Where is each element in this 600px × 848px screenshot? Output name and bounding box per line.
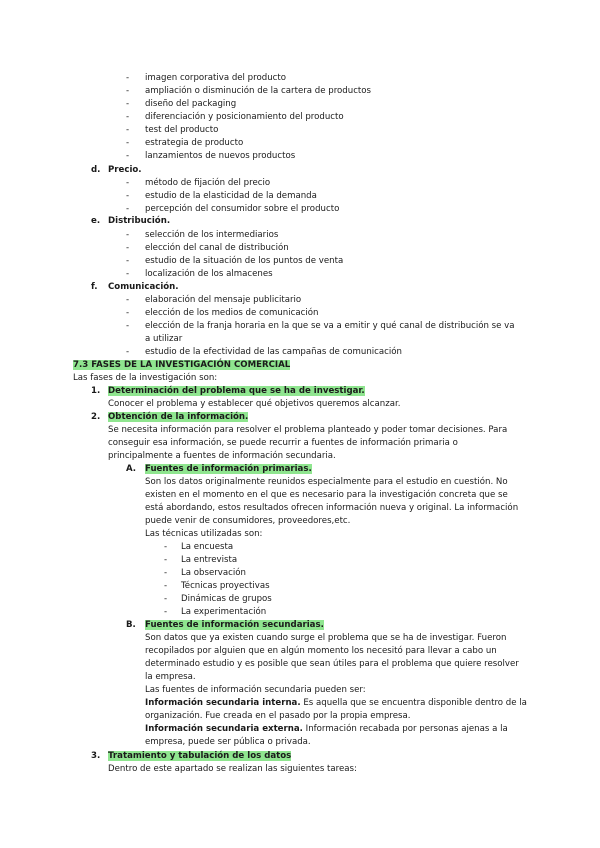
external-source-label: Información secundaria externa. bbox=[145, 724, 303, 734]
bullet-dash: - bbox=[126, 86, 130, 96]
paragraph-line: conseguir esa información, se puede recurrir a fuentes de información primaria o bbox=[108, 438, 458, 448]
section-marker: d. bbox=[91, 165, 101, 175]
list-item: diseño del packaging bbox=[145, 99, 237, 109]
paragraph-line: existen en el momento en el que es necesario para la investigación concreta que se bbox=[145, 490, 508, 500]
list-item: estrategia de producto bbox=[145, 138, 244, 148]
bullet-dash: - bbox=[126, 112, 130, 122]
paragraph-line: recopilados por alguien que en algún momento los necesitó para llevar a cabo un bbox=[145, 646, 497, 656]
bullet-dash: - bbox=[126, 125, 130, 135]
list-item: imagen corporativa del producto bbox=[145, 73, 286, 83]
bullet-dash: - bbox=[126, 191, 130, 201]
phase-title: Obtención de la información. bbox=[108, 412, 249, 422]
list-item: percepción del consumidor sobre el producto bbox=[145, 204, 340, 214]
paragraph-line: Son los datos originalmente reunidos especialmente para el estudio en cuestión. No bbox=[145, 477, 508, 487]
section-title: Distribución. bbox=[108, 216, 171, 226]
bullet-dash: - bbox=[164, 555, 168, 565]
paragraph-line: Son datos que ya existen cuando surge el problema que se ha de investigar. Fueron bbox=[145, 633, 507, 643]
intro-text: Las fases de la investigación son: bbox=[73, 373, 218, 383]
paragraph-line: Se necesita información para resolver el problema planteado y poder tomar decisiones. Para bbox=[108, 425, 508, 435]
section-title: Precio. bbox=[108, 165, 142, 175]
paragraph-line: determinado estudio y es posible que sean útiles para el problema que quiere resolver bbox=[145, 659, 519, 669]
external-source bbox=[145, 723, 508, 735]
list-item: localización de los almacenes bbox=[145, 269, 273, 279]
paragraph-line: la empresa. bbox=[145, 672, 196, 682]
phase-title: Determinación del problema que se ha de investigar. bbox=[108, 386, 365, 396]
technique-item: La encuesta bbox=[181, 542, 234, 552]
list-item: diferenciación y posicionamiento del producto bbox=[145, 112, 344, 122]
list-item: método de fijación del precio bbox=[145, 178, 271, 188]
phase-number: 1. bbox=[91, 386, 101, 396]
technique-item: La entrevista bbox=[181, 555, 238, 565]
bullet-dash: - bbox=[126, 269, 130, 279]
internal-source bbox=[145, 697, 527, 709]
bullet-dash: - bbox=[126, 73, 130, 83]
list-item: elección de los medios de comunicación bbox=[145, 308, 319, 318]
sources-intro: Las fuentes de información secundaria pueden ser: bbox=[145, 685, 366, 695]
section-marker: e. bbox=[91, 216, 101, 226]
list-item: elección del canal de distribución bbox=[145, 243, 289, 253]
bullet-dash: - bbox=[164, 568, 168, 578]
section-marker: f. bbox=[91, 282, 98, 292]
paragraph-line: está abordando, estos resultados ofrecen información nueva y original. La información bbox=[145, 503, 519, 513]
bullet-dash: - bbox=[126, 204, 130, 214]
technique-item: La observación bbox=[181, 568, 246, 578]
list-item: selección de los intermediarios bbox=[145, 230, 279, 240]
bullet-dash: - bbox=[164, 594, 168, 604]
bullet-dash: - bbox=[126, 295, 130, 305]
bullet-dash: - bbox=[126, 178, 130, 188]
bullet-dash: - bbox=[126, 138, 130, 148]
techniques-intro: Las técnicas utilizadas son: bbox=[145, 529, 263, 539]
list-item: elaboración del mensaje publicitario bbox=[145, 295, 302, 305]
bullet-dash: - bbox=[126, 99, 130, 109]
external-source-text: Información recabada por personas ajenas a la bbox=[302, 724, 508, 734]
phase-title: Tratamiento y tabulación de los datos bbox=[108, 751, 292, 761]
list-item-continuation: a utilizar bbox=[145, 334, 183, 344]
subsection-title: Fuentes de información secundarias. bbox=[145, 620, 324, 630]
subsection-title: Fuentes de información primarias. bbox=[145, 464, 312, 474]
phase-number: 2. bbox=[91, 412, 101, 422]
internal-source-line2: organización. Fue creada en el pasado por la propia empresa. bbox=[145, 711, 411, 721]
bullet-dash: - bbox=[126, 230, 130, 240]
list-item: lanzamientos de nuevos productos bbox=[145, 151, 296, 161]
bullet-dash: - bbox=[126, 308, 130, 318]
phase-text: Dentro de este apartado se realizan las siguientes tareas: bbox=[108, 764, 357, 774]
bullet-dash: - bbox=[164, 607, 168, 617]
list-item: estudio de la situación de los puntos de venta bbox=[145, 256, 344, 266]
section-title: Comunicación. bbox=[108, 282, 179, 292]
bullet-dash: - bbox=[126, 321, 130, 331]
technique-item: Técnicas proyectivas bbox=[181, 581, 270, 591]
list-item: elección de la franja horaria en la que se va a emitir y qué canal de distribución se va bbox=[145, 321, 515, 331]
subsection-marker: B. bbox=[126, 620, 136, 630]
bullet-dash: - bbox=[164, 581, 168, 591]
list-item: estudio de la efectividad de las campañas de comunicación bbox=[145, 347, 402, 357]
bullet-dash: - bbox=[164, 542, 168, 552]
phase-text: Conocer el problema y establecer qué objetivos queremos alcanzar. bbox=[108, 399, 401, 409]
bullet-dash: - bbox=[126, 151, 130, 161]
paragraph-line: principalmente a fuentes de información secundaria. bbox=[108, 451, 336, 461]
technique-item: Dinámicas de grupos bbox=[181, 594, 272, 604]
bullet-dash: - bbox=[126, 347, 130, 357]
external-source-line2: empresa, puede ser pública o privada. bbox=[145, 737, 311, 747]
internal-source-text: Es aquella que se encuentra disponible dentro de la bbox=[300, 698, 527, 708]
bullet-dash: - bbox=[126, 243, 130, 253]
bullet-dash: - bbox=[126, 256, 130, 266]
list-item: ampliación o disminución de la cartera de productos bbox=[145, 86, 372, 96]
phase-number: 3. bbox=[91, 751, 101, 761]
internal-source-label: Información secundaria interna. bbox=[145, 698, 301, 708]
paragraph-line: puede venir de consumidores, proveedores,etc. bbox=[145, 516, 351, 526]
subsection-marker: A. bbox=[126, 464, 137, 474]
section-heading: 7.3 FASES DE LA INVESTIGACIÓN COMERCIAL bbox=[73, 360, 291, 370]
list-item: test del producto bbox=[145, 125, 219, 135]
technique-item: La experimentación bbox=[181, 607, 267, 617]
list-item: estudio de la elasticidad de la demanda bbox=[145, 191, 317, 201]
